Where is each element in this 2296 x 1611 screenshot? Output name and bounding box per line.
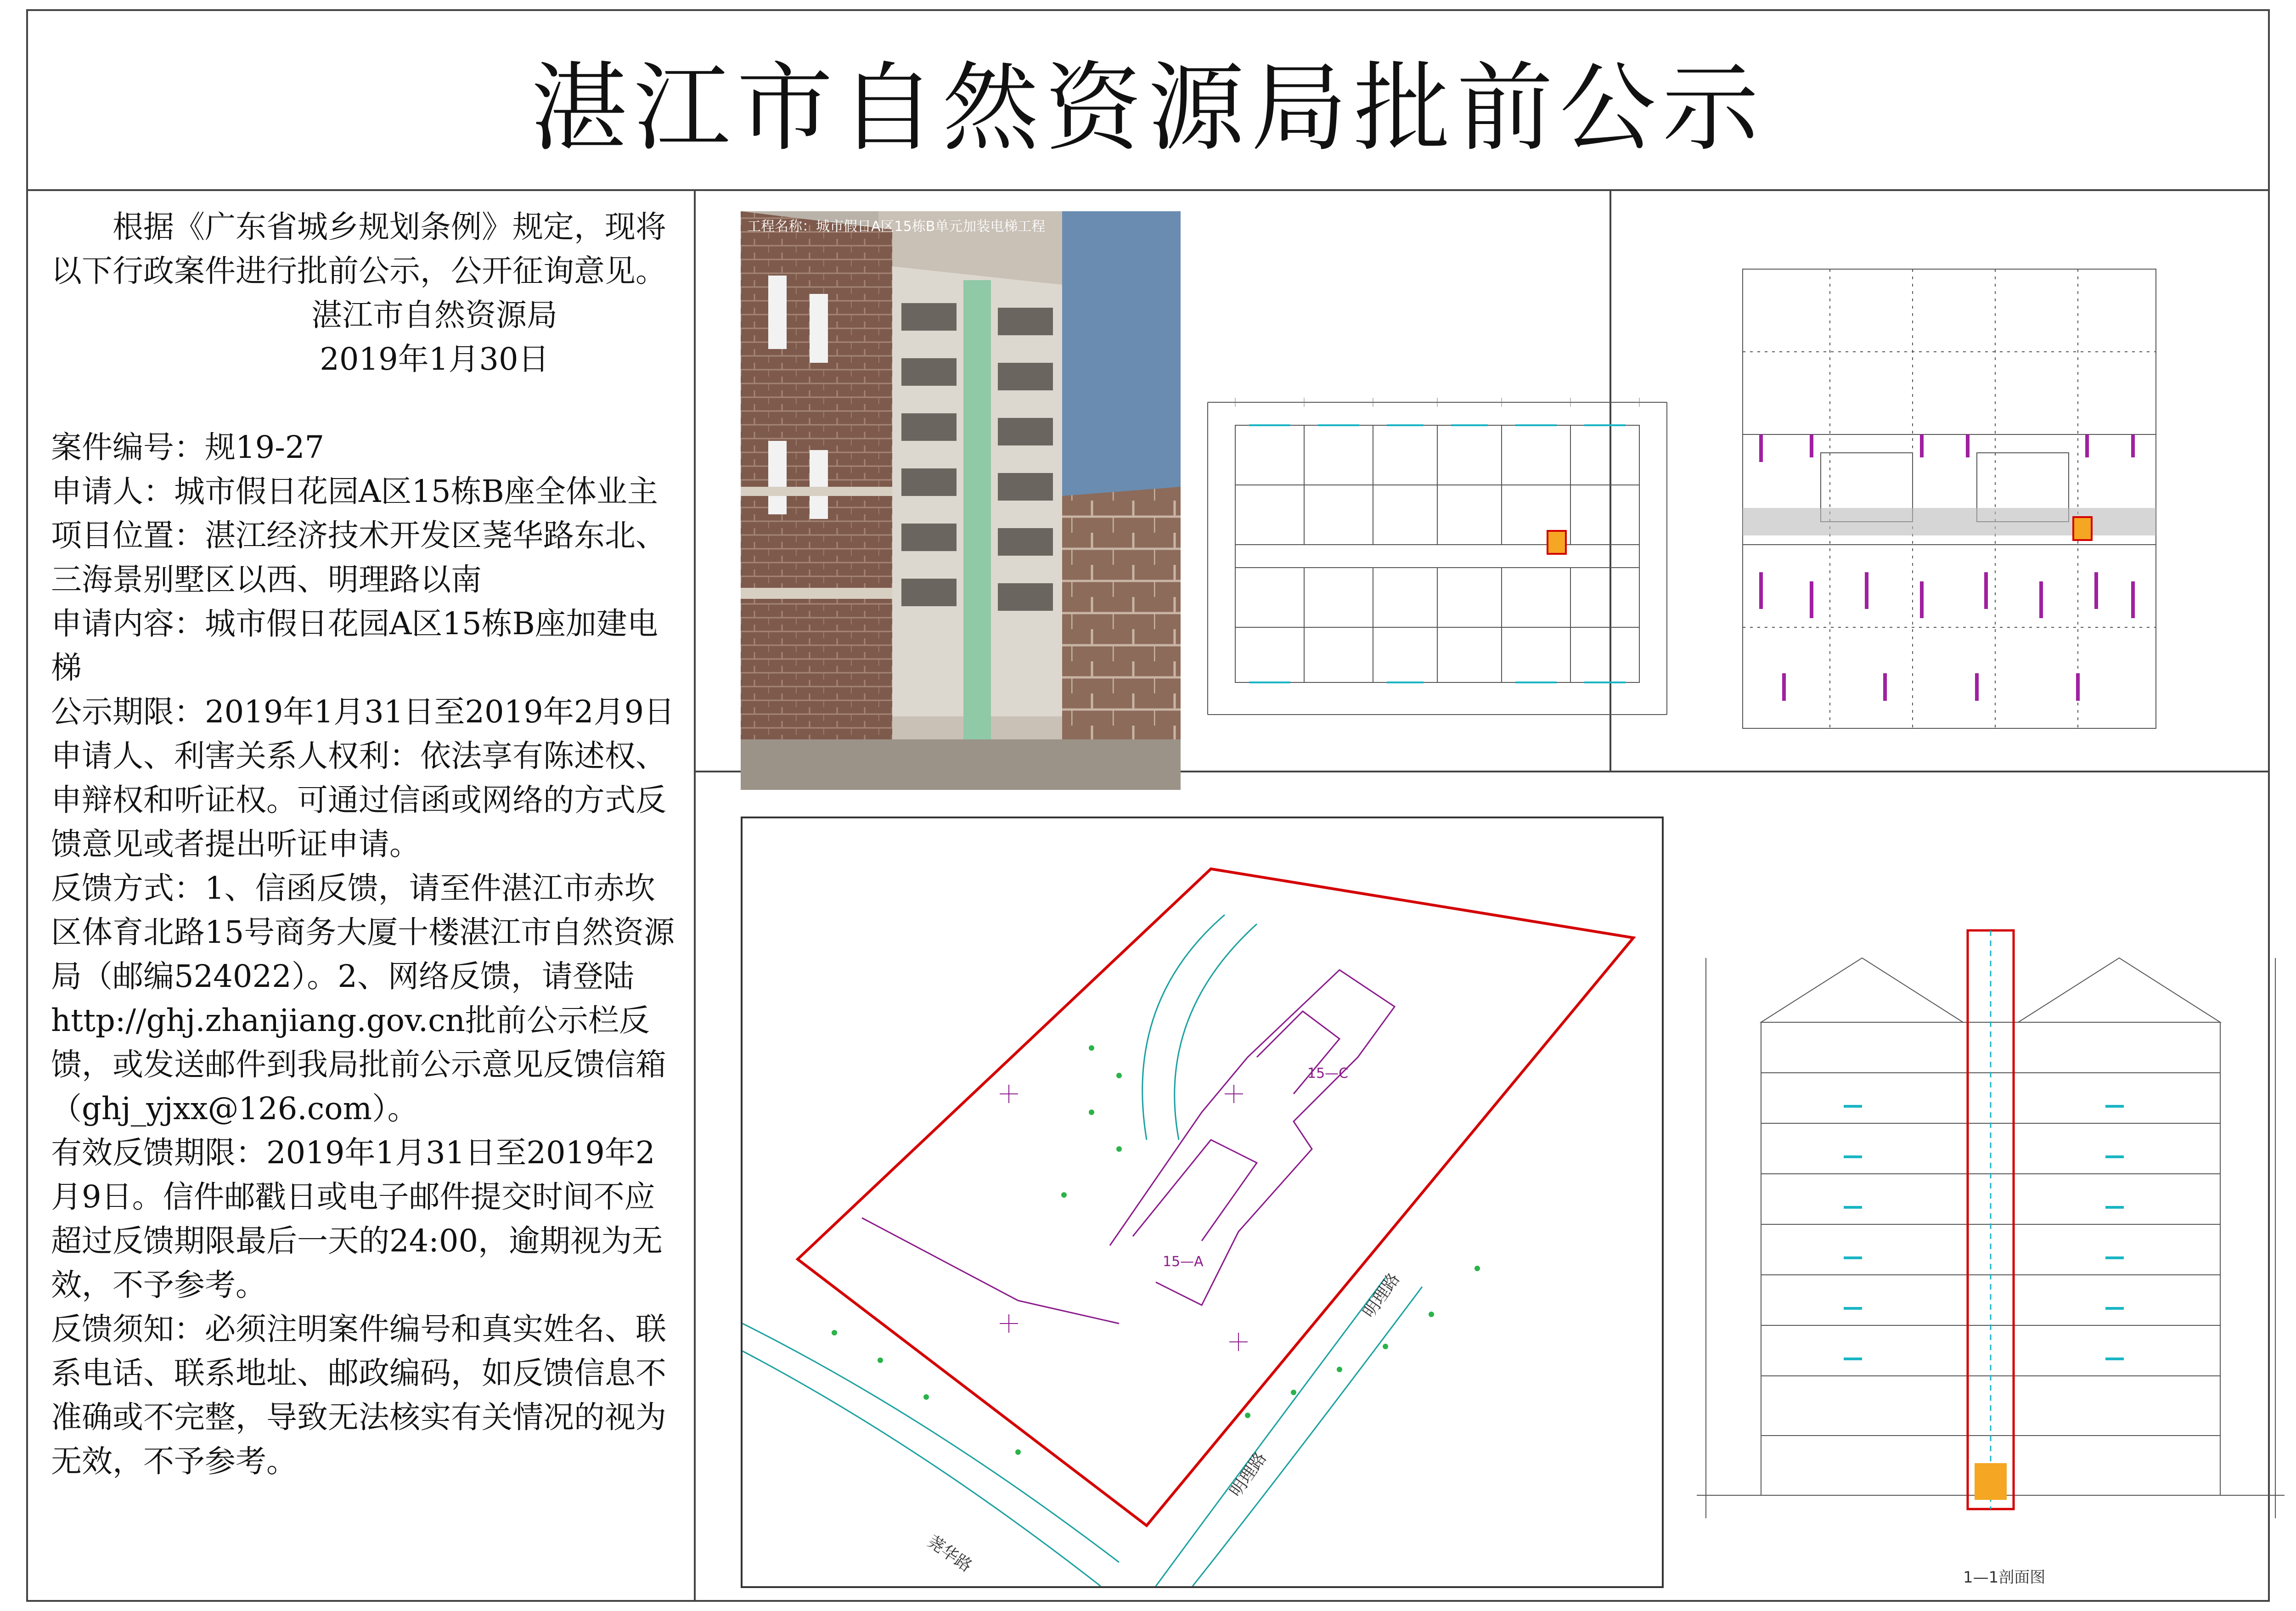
floor-plan-standard: [1199, 393, 1676, 733]
drawings-column: [696, 191, 2268, 1600]
site-label-building-a: 15—A: [1163, 1254, 1204, 1270]
rights: 申请人、利害关系人权利：依法享有陈述权、申辩权和听证权。可通过信函或网络的方式反馈意见或者提出听证申请。: [51, 738, 666, 862]
rendering-project-label: 工程名称：城市假日A区15栋B单元加装电梯工程: [747, 219, 1046, 235]
notice-text: [51, 205, 680, 1483]
site-label-building-c: 15—C: [1307, 1065, 1349, 1082]
publicity-period: 公示期限：2019年1月31日至2019年2月9日: [51, 694, 675, 730]
notice-intro: 根据《广东省城乡规划条例》规定，现将以下行政案件进行批前公示，公开征询意见。: [51, 209, 666, 289]
notice-text-column: [28, 191, 696, 1600]
feedback-deadline: 有效反馈期限：2019年1月31日至2019年2月9日。信件邮戳日或电子邮件提交时间不应超过反馈期限最后一天的24:00，逾期视为无效，不予参考。: [51, 1135, 663, 1303]
floor-plan-ground: [1692, 260, 2188, 742]
case-number: 案件编号：规19-27: [51, 429, 325, 465]
page-title: 湛江市自然资源局批前公示: [530, 52, 1765, 164]
site-label-road-1: 明理路: [1359, 1270, 1404, 1322]
property-redline: [798, 869, 1633, 1526]
elevator-shaft: [1968, 930, 2014, 1509]
project-location: 项目位置：湛江经济技术开发区荛华路东北、三海景别墅区以西、明理路以南: [51, 518, 666, 597]
floor-plan-ground-drawing: [1692, 260, 2188, 742]
notice-issuer: 湛江市自然资源局: [311, 297, 557, 333]
notice-frame: [26, 9, 2270, 1602]
feedback-method: 反馈方式：1、信函反馈，请至件湛江市赤坎区体育北路15号商务大厦十楼湛江市自然资源局（邮编524022）。2、网络反馈，请登陆http://ghj.zhanjiang.gov.cn批前公示栏反馈，或发送邮件到我局批前公示意见反馈信箱（ghj_yjxx@126.com）。: [51, 870, 675, 1127]
section-drawing-svg: [1669, 921, 2296, 1592]
site-plan: [741, 817, 1664, 1588]
application-content: 申请内容：城市假日花园A区15栋B座加建电梯: [51, 606, 658, 686]
site-label-road-2: 明理路: [1226, 1449, 1271, 1501]
site-label-road-3: 荛华路: [923, 1532, 975, 1576]
applicant: 申请人：城市假日花园A区15栋B座全体业主: [51, 473, 658, 509]
section-drawing: [1669, 921, 2296, 1592]
title-row: [28, 11, 2268, 191]
rendering-illustration: [741, 211, 1181, 790]
building-rendering: [741, 211, 1181, 790]
site-plan-drawing: [743, 818, 1662, 1586]
floor-plan-standard-drawing: [1199, 393, 1676, 733]
section-caption: 1—1剖面图: [1963, 1568, 2046, 1587]
notice-date: 2019年1月30日: [320, 341, 549, 377]
feedback-notes: 反馈须知：必须注明案件编号和真实姓名、联系电话、联系地址、邮政编码，如反馈信息不准确或不完整，导致无法核实有关情况的视为无效，不予参考。: [51, 1311, 666, 1479]
